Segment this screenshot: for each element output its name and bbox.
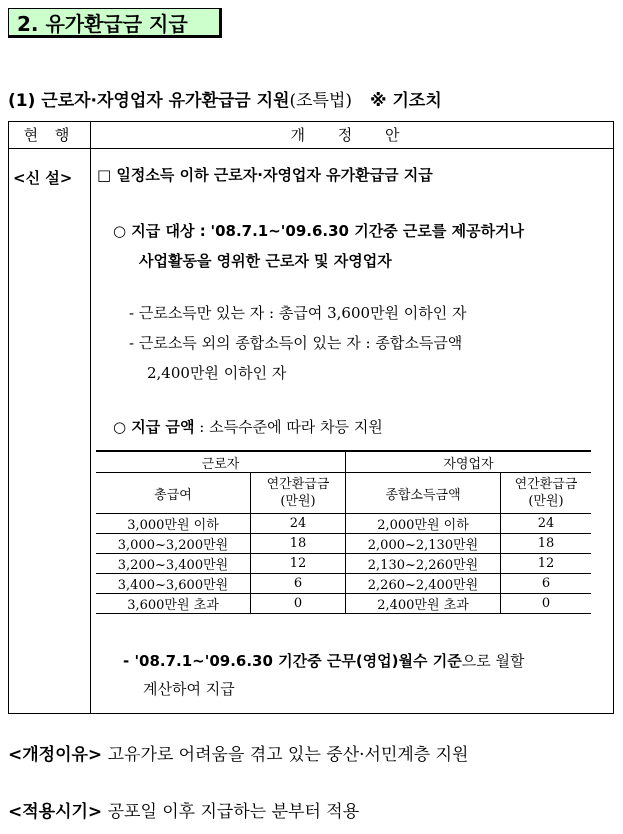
amount-text: : 소득수준에 따라 차등 지원 <box>199 418 383 436</box>
cell-refund: 12 <box>251 554 346 574</box>
amount-line <box>113 416 383 437</box>
cell-refund: 0 <box>501 594 592 614</box>
subsection-main: (1) 근로자·자영업자 유가환급금 지원 <box>8 91 290 111</box>
amount-label: ○ 지급 금액 <box>113 418 195 436</box>
cell-refund: 12 <box>501 554 592 574</box>
cell-refund: 18 <box>251 534 346 554</box>
target-line-1 <box>113 220 524 241</box>
subsection-ref: ※ 기조치 <box>370 91 442 111</box>
table-row <box>96 534 591 554</box>
cell-refund: 6 <box>251 574 346 594</box>
reason-tag: <개정이유> <box>8 745 103 765</box>
reason-text: 고유가로 어려움을 겪고 있는 중산·서민계층 지원 <box>107 745 469 765</box>
cell-wage: 3,000만원 이하 <box>96 514 251 534</box>
subsection-law: (조특법) <box>289 91 353 111</box>
target-text-1: '08.7.1~'09.6.30 기간중 근로를 제공하거나 <box>210 222 525 240</box>
col-header-income: 종합소득금액 <box>346 473 501 514</box>
cell-wage: 3,600만원 초과 <box>96 594 251 614</box>
section-title: 2. 유가환급금 지급 <box>8 8 222 38</box>
group-header-worker: 근로자 <box>96 451 346 473</box>
group-header-selfemployed: 자영업자 <box>346 451 592 473</box>
bullet-other-income: - 근로소득 외의 종합소득이 있는 자 : 종합소득금액 <box>129 334 463 352</box>
effective-text: 공포일 이후 지급하는 분부터 적용 <box>107 802 360 822</box>
bullet-wage-only: - 근로소득만 있는 자 : 총급여 3,600만원 이하인 자 <box>129 304 467 322</box>
proposal-heading: □ 일정소득 이하 근로자·자영업자 유가환급금 지급 <box>97 166 433 184</box>
new-provision-tag: <신 설> <box>13 169 73 187</box>
cell-refund: 24 <box>251 514 346 534</box>
header-proposed: 개 정 안 <box>290 126 414 144</box>
cell-income: 2,130~2,260만원 <box>346 554 501 574</box>
cell-income: 2,000만원 이하 <box>346 514 501 534</box>
table-row <box>96 514 591 534</box>
refund-amount-table <box>96 450 591 614</box>
cell-income: 2,260~2,400만원 <box>346 574 501 594</box>
footnote-line-2: 계산하여 지급 <box>143 680 235 698</box>
cell-refund: 24 <box>501 514 592 534</box>
target-label: ○ 지급 대상 : <box>113 222 206 240</box>
effective-line <box>8 797 359 822</box>
cell-refund: 6 <box>501 574 592 594</box>
cell-wage: 3,400~3,600만원 <box>96 574 251 594</box>
subsection-heading <box>8 86 618 111</box>
header-current: 현 행 <box>23 126 76 144</box>
cell-income: 2,000~2,130만원 <box>346 534 501 554</box>
bullet-other-income-cont: 2,400만원 이하인 자 <box>147 364 287 382</box>
footnote-rest: 으로 월할 <box>461 652 525 670</box>
effective-tag: <적용시기> <box>8 802 103 822</box>
comparison-table <box>8 121 614 714</box>
cell-income: 2,400만원 초과 <box>346 594 501 614</box>
target-text-2: 사업활동을 영위한 근로자 및 자영업자 <box>139 252 392 270</box>
footnote-line-1 <box>123 650 524 671</box>
col-header-refund-self: 연간환급금 (만원) <box>501 473 592 514</box>
table-row <box>96 574 591 594</box>
col-header-total-wage: 총급여 <box>96 473 251 514</box>
footnote-bold: - '08.7.1~'09.6.30 기간중 근무(영업)월수 기준 <box>123 652 462 670</box>
cell-refund: 18 <box>501 534 592 554</box>
cell-refund: 0 <box>251 594 346 614</box>
cell-wage: 3,200~3,400만원 <box>96 554 251 574</box>
cell-wage: 3,000~3,200만원 <box>96 534 251 554</box>
table-row <box>96 594 591 614</box>
table-row <box>96 554 591 574</box>
col-header-refund-worker: 연간환급금 (만원) <box>251 473 346 514</box>
reason-line <box>8 740 468 765</box>
